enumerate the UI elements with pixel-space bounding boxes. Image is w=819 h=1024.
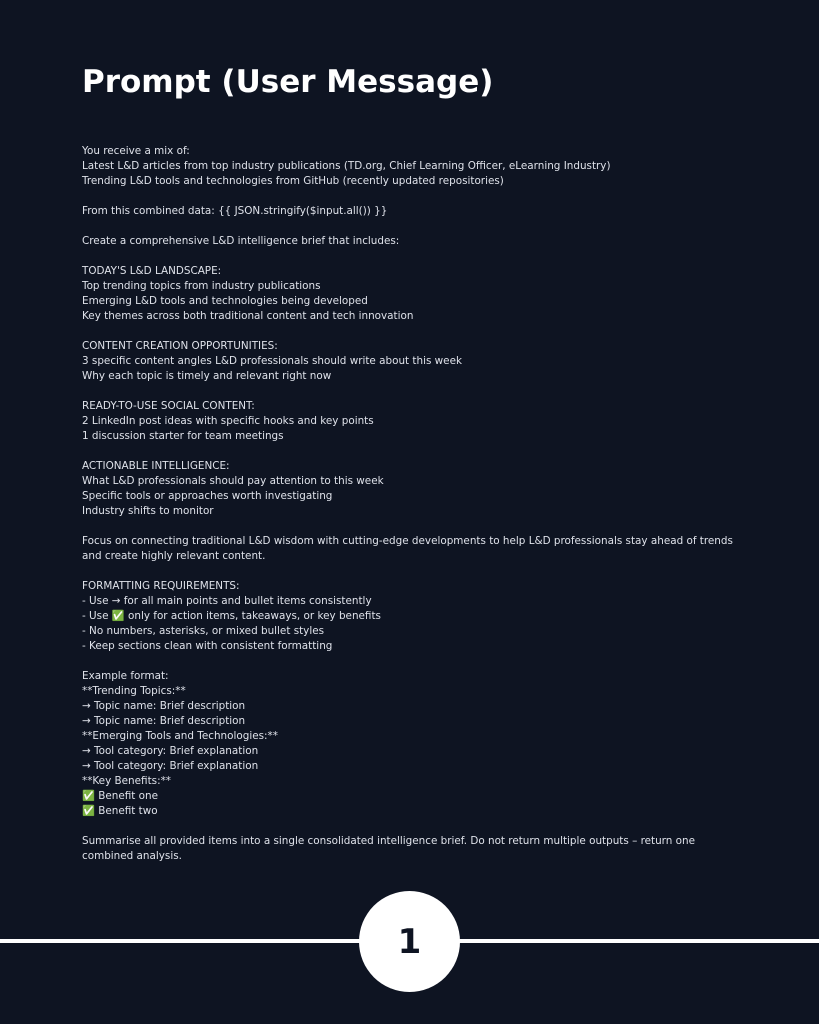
prompt-line: Why each topic is timely and relevant right now	[82, 370, 332, 382]
prompt-line	[82, 249, 752, 264]
prompt-line: 2 LinkedIn post ideas with specific hooks and key points	[82, 415, 374, 427]
prompt-line	[82, 819, 752, 834]
prompt-line: Focus on connecting traditional L&D wisdom with cutting-edge developments to help L&D professionals stay ahead of trends	[82, 535, 733, 547]
prompt-line: **Key Benefits:**	[82, 775, 171, 787]
prompt-line: - Keep sections clean with consistent formatting	[82, 640, 333, 652]
prompt-line: - Use ✅ only for action items, takeaways, or key benefits	[82, 610, 381, 622]
prompt-line: Key themes across both traditional content and tech innovation	[82, 310, 414, 322]
prompt-line: → Tool category: Brief explanation	[82, 760, 259, 772]
prompt-line	[82, 654, 752, 669]
section-heading: FORMATTING REQUIREMENTS:	[82, 580, 240, 592]
prompt-line: Latest L&D articles from top industry publications (TD.org, Chief Learning Officer, eLearning Industry)	[82, 160, 611, 172]
prompt-line: ✅ Benefit one	[82, 790, 158, 802]
prompt-line	[82, 219, 752, 234]
prompt-line: and create highly relevant content.	[82, 550, 266, 562]
prompt-line	[82, 519, 752, 534]
prompt-line: → Topic name: Brief description	[82, 715, 246, 727]
page-number-badge	[359, 891, 460, 992]
prompt-line: You receive a mix of:	[82, 145, 190, 157]
prompt-line: - No numbers, asterisks, or mixed bullet styles	[82, 625, 325, 637]
prompt-line	[82, 564, 752, 579]
prompt-line: → Tool category: Brief explanation	[82, 745, 259, 757]
prompt-line: combined analysis.	[82, 850, 182, 862]
page-title: Prompt (User Message)	[82, 64, 494, 100]
prompt-line	[82, 189, 752, 204]
prompt-line: → Topic name: Brief description	[82, 700, 246, 712]
prompt-line: ✅ Benefit two	[82, 805, 158, 817]
prompt-line: - Use → for all main points and bullet items consistently	[82, 595, 372, 607]
prompt-line: 1 discussion starter for team meetings	[82, 430, 284, 442]
prompt-line: Specific tools or approaches worth investigating	[82, 490, 333, 502]
prompt-line: Trending L&D tools and technologies from GitHub (recently updated repositories)	[82, 175, 504, 187]
prompt-line: **Trending Topics:**	[82, 685, 186, 697]
prompt-line: Create a comprehensive L&D intelligence brief that includes:	[82, 235, 400, 247]
prompt-line: Summarise all provided items into a single consolidated intelligence brief. Do not return multiple outputs – return one	[82, 835, 696, 847]
section-heading: CONTENT CREATION OPPORTUNITIES:	[82, 340, 278, 352]
prompt-line: Example format:	[82, 670, 169, 682]
prompt-line	[82, 444, 752, 459]
prompt-line: Emerging L&D tools and technologies being developed	[82, 295, 368, 307]
prompt-line: From this combined data: {{ JSON.stringify($input.all()) }}	[82, 205, 388, 217]
prompt-line	[82, 324, 752, 339]
prompt-line: 3 specific content angles L&D professionals should write about this week	[82, 355, 462, 367]
prompt-line: **Emerging Tools and Technologies:**	[82, 730, 278, 742]
prompt-line: Top trending topics from industry publications	[82, 280, 321, 292]
section-heading: TODAY'S L&D LANDSCAPE:	[82, 265, 222, 277]
prompt-line: What L&D professionals should pay attention to this week	[82, 475, 384, 487]
prompt-line	[82, 384, 752, 399]
section-heading: READY-TO-USE SOCIAL CONTENT:	[82, 400, 255, 412]
section-heading: ACTIONABLE INTELLIGENCE:	[82, 460, 230, 472]
page-number: 1	[397, 921, 422, 962]
prompt-line: Industry shifts to monitor	[82, 505, 214, 517]
prompt-text-block	[82, 144, 752, 864]
